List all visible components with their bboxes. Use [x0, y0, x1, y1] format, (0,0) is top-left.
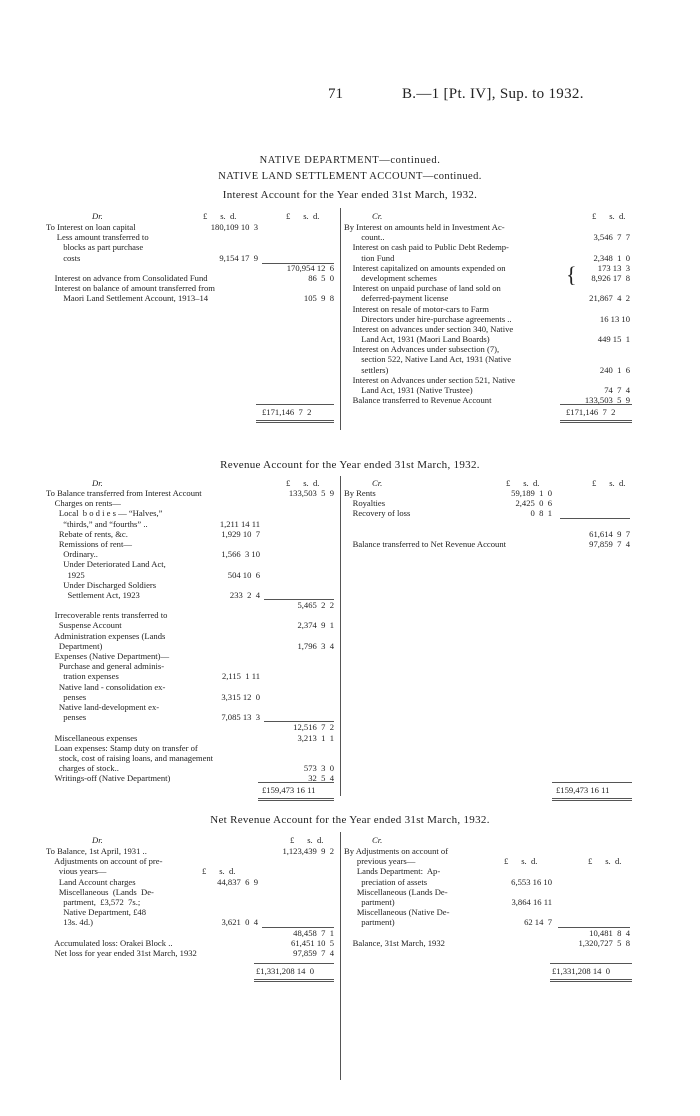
entry-line: tion Fund	[344, 252, 395, 263]
entry-line: Interest on balance of amount transferred from	[46, 283, 215, 294]
revenue-left-cur: £ s. d.	[286, 478, 320, 488]
amount-cell	[262, 866, 334, 876]
amount-cell	[262, 232, 334, 242]
net-right-col1	[488, 846, 552, 948]
revenue-left-col2	[264, 488, 334, 783]
amount-cell: 133,503 5 9	[584, 395, 630, 406]
amount-cell: 61,451 10 5	[291, 937, 334, 948]
net-right-subtotal-rule	[558, 927, 630, 928]
entry-line: Lands Department: Ap-	[344, 866, 441, 877]
entry-line: tration expenses	[46, 671, 119, 682]
amount-cell: 133,503 5 9	[288, 488, 334, 498]
amount-cell	[192, 938, 258, 948]
net-right-col2	[558, 846, 630, 948]
amount-cell	[196, 631, 260, 641]
net-right-total-rule	[550, 963, 632, 964]
amount-cell: 2,425 0 6	[515, 498, 552, 509]
entry-line: Accumulated loss: Orakei Block ..	[46, 937, 173, 948]
amount-cell: 59,189 1 0	[511, 488, 552, 498]
entry-line: Interest on cash paid to Public Debt Redemp-	[344, 242, 509, 253]
amount-cell: 97,859 7 4	[293, 947, 334, 958]
entry-line: section 522, Native Land Act, 1931 (Native	[344, 354, 512, 365]
revenue-right-total: £159,473 16 11	[556, 785, 610, 795]
amount-cell	[196, 702, 260, 712]
revenue-left-total-rule	[258, 782, 334, 783]
entry-line: Writings-off (Native Department)	[46, 773, 171, 784]
revenue-subtotal-rule-2	[264, 721, 334, 722]
entry-line: Purchase and general adminis-	[46, 661, 165, 672]
amount-cell: 32 5 4	[308, 773, 334, 784]
amount-cell: 173 13 3	[597, 262, 630, 273]
amount-cell	[262, 222, 334, 232]
amount-cell: 2,348 1 0	[593, 252, 630, 263]
amount-cell: 7,085 13 3	[221, 712, 260, 723]
entry-line: partment)	[344, 896, 395, 907]
amount-cell	[196, 641, 260, 651]
entry-line: Department)	[46, 640, 103, 651]
entry-line: Charges on rents—	[46, 498, 121, 509]
amount-cell	[190, 283, 258, 293]
amount-cell	[264, 498, 334, 508]
revenue-right-double-rule	[552, 798, 632, 801]
amount-cell	[190, 293, 258, 303]
entry-line: Interest on advance from Consolidated Fund	[46, 272, 208, 283]
entry-line: Under Discharged Soldiers	[46, 579, 157, 590]
amount-cell: 3,213 1 1	[297, 732, 334, 743]
page-number: 71	[328, 86, 343, 102]
entry-line: Administration expenses (Lands	[46, 630, 166, 641]
entry-line: partment)	[344, 917, 395, 928]
amount-cell: 504 10 6	[227, 569, 260, 580]
entry-line: Native Department, £48	[46, 907, 146, 918]
amount-cell	[196, 722, 260, 732]
brace-mark: {	[566, 262, 577, 287]
entry-line: Native land - consolidation ex-	[46, 681, 166, 692]
entry-line: Balance transferred to Revenue Account	[344, 395, 492, 406]
amount-cell	[196, 539, 260, 549]
amount-cell: 105 9 8	[303, 293, 334, 304]
net-left-total-rule	[254, 963, 334, 964]
amount-cell	[262, 917, 334, 927]
entry-line: Local b o d i e s — “Halves,”	[46, 508, 163, 519]
amount-cell	[264, 702, 334, 712]
entry-line: stock, cost of raising loans, and management	[46, 752, 214, 763]
page-reference: B.—1 [Pt. IV], Sup. to 1932.	[402, 86, 584, 102]
entry-line: Interest on unpaid purchase of land sold on	[344, 283, 501, 294]
revenue-left-col1	[196, 488, 260, 783]
entry-line: vious years—	[46, 866, 107, 877]
amount-cell: 3,621 0 4	[221, 917, 258, 928]
revenue-left-total: £159,473 16 11	[262, 785, 316, 795]
amount-cell: 3,864 16 11	[511, 896, 552, 907]
net-revenue-account-title: Net Revenue Account for the Year ended 31st March, 1932.	[210, 814, 490, 826]
net-cr-label: Cr.	[372, 835, 383, 845]
entry-line: penses	[46, 691, 87, 702]
interest-cr-label: Cr.	[372, 211, 383, 221]
amount-cell: 1,320,727 5 8	[578, 937, 630, 948]
entry-line: Native land-development ex-	[46, 701, 160, 712]
entry-line: Interest on resale of motor-cars to Farm	[344, 303, 489, 314]
amount-cell	[190, 242, 258, 252]
amount-cell	[196, 610, 260, 620]
amount-cell	[196, 773, 260, 783]
amount-cell: 9,154 17 9	[219, 252, 258, 263]
amount-cell	[196, 763, 260, 773]
entry-line: count..	[344, 232, 385, 243]
entry-line: Interest capitalized on amounts expended on	[344, 262, 506, 273]
amount-cell	[264, 610, 334, 620]
amount-cell	[196, 620, 260, 630]
interest-left-total: £171,146 7 2	[262, 407, 312, 417]
net-right-cur2: £ s. d.	[588, 856, 622, 866]
amount-cell	[264, 661, 334, 671]
entry-line: By Interest on amounts held in Investment Ac-	[344, 222, 505, 232]
department-heading: NATIVE DEPARTMENT—continued.	[259, 155, 441, 166]
revenue-left-double-rule	[258, 798, 334, 801]
entry-line: “thirds,” and “fourths” ..	[46, 518, 148, 529]
entry-line: Directors under hire-purchase agreements ..	[344, 313, 512, 324]
entry-line: Interest on advances under section 340, Native	[344, 323, 514, 334]
amount-cell	[488, 907, 552, 917]
amount-cell	[196, 498, 260, 508]
entry-line: previous years—	[344, 856, 416, 867]
entry-line: To Balance, 1st April, 1931 ..	[46, 846, 147, 856]
amount-cell	[488, 539, 552, 549]
entry-line: By Rents	[344, 488, 376, 498]
entry-line: Net loss for year ended 31st March, 1932	[46, 947, 197, 958]
revenue-right-cur2: £ s. d.	[592, 478, 626, 488]
entry-line: 1925	[46, 569, 85, 580]
amount-cell	[264, 580, 334, 590]
net-left-cur: £ s. d.	[290, 835, 324, 845]
amount-cell	[196, 651, 260, 661]
amount-cell	[262, 283, 334, 293]
amount-cell	[192, 907, 258, 917]
interest-subtotal-rule	[262, 263, 334, 264]
amount-cell: 6,553 16 10	[511, 876, 552, 887]
revenue-cr-label: Cr.	[372, 478, 383, 488]
interest-right-col	[566, 222, 630, 405]
amount-cell: 5,465 2 2	[297, 600, 334, 611]
amount-cell: 3,546 7 7	[593, 232, 630, 243]
amount-cell	[192, 887, 258, 897]
interest-right-entries	[344, 222, 574, 405]
entry-line: preciation of assets	[344, 876, 428, 887]
net-divider	[340, 832, 341, 1080]
amount-cell	[264, 651, 334, 661]
amount-cell: 48,458 7 1	[293, 927, 334, 938]
amount-cell	[196, 733, 260, 743]
amount-cell	[190, 232, 258, 242]
entry-line: charges of stock..	[46, 763, 119, 774]
amount-cell	[560, 498, 630, 508]
amount-cell	[192, 866, 258, 876]
amount-cell	[264, 529, 334, 539]
entry-line: Miscellaneous expenses	[46, 732, 138, 743]
net-right-double-rule	[550, 979, 632, 982]
entry-line: Land Account charges	[46, 876, 136, 887]
amount-cell: 449 15 1	[597, 334, 630, 345]
amount-cell	[262, 856, 334, 866]
entry-line: By Adjustments on account of	[344, 846, 449, 856]
amount-cell	[560, 519, 630, 529]
amount-cell: 573 3 0	[303, 763, 334, 774]
amount-cell	[192, 856, 258, 866]
amount-cell: 44,837 6 9	[217, 876, 258, 887]
interest-right-total: £171,146 7 2	[566, 407, 616, 417]
entry-line: Less amount transferred to	[46, 232, 149, 243]
amount-cell	[488, 846, 552, 856]
amount-cell	[560, 488, 630, 498]
amount-cell	[262, 242, 334, 252]
amount-cell: 0 8 1	[530, 508, 552, 519]
amount-cell	[264, 682, 334, 692]
amount-cell	[262, 907, 334, 917]
entry-line: Miscellaneous (Lands De-	[344, 886, 448, 897]
interest-dr-label: Dr.	[92, 211, 103, 221]
amount-cell	[566, 324, 630, 334]
net-dr-label: Dr.	[92, 835, 103, 845]
revenue-right-total-rule	[552, 782, 632, 783]
amount-cell: 97,859 7 4	[589, 538, 630, 549]
amount-cell	[196, 508, 260, 518]
net-right-total: £1,331,208 14 0	[552, 966, 611, 976]
entry-line: Balance transferred to Net Revenue Account	[344, 538, 507, 549]
entry-line: Irrecoverable rents transferred to	[46, 610, 168, 621]
entry-line: To Balance transferred from Interest Account	[46, 488, 202, 498]
entry-line: Balance, 31st March, 1932	[344, 937, 445, 948]
amount-cell	[488, 887, 552, 897]
amount-cell	[558, 877, 630, 887]
amount-cell: 180,109 10 3	[210, 222, 258, 232]
amount-cell: 2,374 9 1	[297, 620, 334, 631]
amount-cell: 1,796 3 4	[297, 640, 334, 651]
entry-line: Interest on Advances under section 521, Native	[344, 374, 516, 385]
amount-cell	[566, 222, 630, 232]
entry-line: Maori Land Settlement Account, 1913–14	[46, 293, 209, 304]
amount-cell	[558, 917, 630, 927]
amount-cell	[196, 580, 260, 590]
amount-cell: 1,566 3 10	[221, 549, 260, 560]
entry-line: 13s. 4d.)	[46, 917, 94, 928]
amount-cell	[192, 948, 258, 958]
amount-cell	[192, 846, 258, 856]
amount-cell	[566, 354, 630, 364]
amount-cell	[264, 631, 334, 641]
amount-cell	[558, 907, 630, 917]
amount-cell: 86 5 0	[308, 272, 334, 283]
amount-cell	[566, 344, 630, 354]
entry-line: penses	[46, 712, 87, 723]
amount-cell	[190, 273, 258, 283]
entry-line: Miscellaneous (Lands De-	[46, 886, 154, 897]
revenue-right-subtotal-rule	[560, 518, 630, 519]
entry-line: Under Deteriorated Land Act,	[46, 559, 166, 570]
amount-cell: 1,929 10 7	[221, 528, 260, 539]
revenue-right-cur1: £ s. d.	[506, 478, 540, 488]
net-right-cur1: £ s. d.	[504, 856, 538, 866]
amount-cell: 1,211 14 11	[219, 518, 260, 529]
entry-line: Royalties	[344, 498, 386, 509]
interest-right-total-rule	[560, 404, 632, 405]
amount-cell	[262, 897, 334, 907]
account-heading: NATIVE LAND SETTLEMENT ACCOUNT—continued.	[218, 171, 482, 182]
amount-cell	[196, 753, 260, 763]
amount-cell: 1,123,439 9 2	[282, 846, 334, 856]
entry-line: development schemes	[344, 272, 437, 283]
interest-divider	[340, 208, 341, 430]
interest-left-total-rule	[256, 404, 334, 405]
net-left-subtotal-rule	[262, 927, 334, 928]
amount-cell	[264, 753, 334, 763]
net-left-double-rule	[254, 979, 334, 982]
amount-cell: 16 13 10	[599, 313, 630, 324]
amount-cell	[192, 928, 258, 938]
amount-cell	[488, 529, 552, 539]
amount-cell	[196, 600, 260, 610]
net-left-inner-cur: £ s. d.	[202, 866, 236, 876]
amount-cell	[566, 375, 630, 385]
revenue-divider	[340, 476, 341, 796]
amount-cell: 8,926 17 8	[591, 272, 630, 283]
amount-cell	[264, 570, 334, 580]
entry-line: blocks as part purchase	[46, 242, 144, 253]
amount-cell	[264, 539, 334, 549]
interest-right-double-rule	[560, 420, 632, 423]
entry-line: Interest on Advances under subsection (7),	[344, 344, 500, 355]
entry-line: Ordinary..	[46, 549, 98, 560]
entry-line: settlers)	[344, 364, 389, 375]
entry-line: Suspense Account	[46, 620, 122, 631]
entry-line: Loan expenses: Stamp duty on transfer of	[46, 742, 198, 753]
interest-left-cur2: £ s. d.	[286, 211, 320, 221]
entry-line: deferred-payment license	[344, 293, 449, 304]
amount-cell	[488, 866, 552, 876]
amount-cell: 12,516 7 2	[293, 722, 334, 733]
revenue-right-col1	[488, 488, 552, 549]
amount-cell	[488, 519, 552, 529]
interest-account-title: Interest Account for the Year ended 31st March, 1932.	[222, 189, 478, 201]
amount-cell: 3,315 12 0	[221, 691, 260, 702]
amount-cell: 61,614 9 7	[589, 528, 630, 539]
amount-cell	[190, 263, 258, 273]
amount-cell	[262, 877, 334, 887]
amount-cell	[264, 549, 334, 559]
revenue-subtotal-rule-1	[264, 599, 334, 600]
amount-cell: 10,481 8 4	[589, 927, 630, 938]
entry-line: To Interest on loan capital	[46, 222, 136, 232]
interest-left-double-rule	[256, 420, 334, 423]
amount-cell	[264, 743, 334, 753]
amount-cell: 240 1 6	[599, 364, 630, 375]
amount-cell: 2,115 1 11	[221, 671, 260, 682]
amount-cell	[558, 866, 630, 876]
entry-line: Remissions of rent—	[46, 538, 132, 549]
amount-cell	[196, 559, 260, 569]
amount-cell: 74 7 4	[604, 385, 630, 395]
net-left-col1	[192, 846, 258, 958]
entry-line: Land Act, 1931 (Native Trustee)	[344, 385, 473, 395]
amount-cell	[558, 846, 630, 856]
amount-cell	[196, 661, 260, 671]
amount-cell	[566, 242, 630, 252]
amount-cell	[196, 488, 260, 498]
amount-cell	[558, 856, 630, 866]
amount-cell	[488, 856, 552, 866]
entry-line: Adjustments on account of pre-	[46, 856, 163, 867]
entry-line: Land Act, 1931 (Maori Land Boards)	[344, 334, 490, 345]
amount-cell: 170,954 12 6	[286, 262, 334, 273]
entry-line: Miscellaneous (Native De-	[344, 907, 450, 918]
amount-cell: 62 14 7	[524, 917, 552, 928]
amount-cell	[264, 559, 334, 569]
amount-cell: 233 2 4	[229, 589, 260, 600]
revenue-dr-label: Dr.	[92, 478, 103, 488]
amount-cell: 21,867 4 2	[589, 293, 630, 304]
interest-right-cur: £ s. d.	[592, 211, 626, 221]
amount-cell	[488, 938, 552, 948]
amount-cell	[196, 682, 260, 692]
amount-cell	[264, 519, 334, 529]
entry-line: costs	[46, 252, 81, 263]
amount-cell	[264, 671, 334, 681]
entry-line: Recovery of loss	[344, 508, 411, 519]
revenue-account-title: Revenue Account for the Year ended 31st March, 1932.	[220, 459, 480, 471]
amount-cell	[262, 253, 334, 263]
amount-cell	[264, 692, 334, 702]
amount-cell	[264, 508, 334, 518]
interest-left-cur1: £ s. d.	[203, 211, 237, 221]
entry-line: Rebate of rents, &c.	[46, 528, 128, 539]
amount-cell	[558, 897, 630, 907]
amount-cell	[558, 887, 630, 897]
amount-cell	[192, 897, 258, 907]
amount-cell	[488, 928, 552, 938]
amount-cell	[262, 887, 334, 897]
entry-line: Settlement Act, 1923	[46, 589, 140, 600]
amount-cell	[196, 743, 260, 753]
amount-cell	[566, 304, 630, 314]
interest-left-col1	[190, 222, 258, 304]
entry-line: partment, £3,572 7s.;	[46, 896, 141, 907]
net-left-total: £1,331,208 14 0	[256, 966, 315, 976]
net-left-col2	[262, 846, 334, 958]
entry-line: Expenses (Native Department)—	[46, 651, 170, 661]
